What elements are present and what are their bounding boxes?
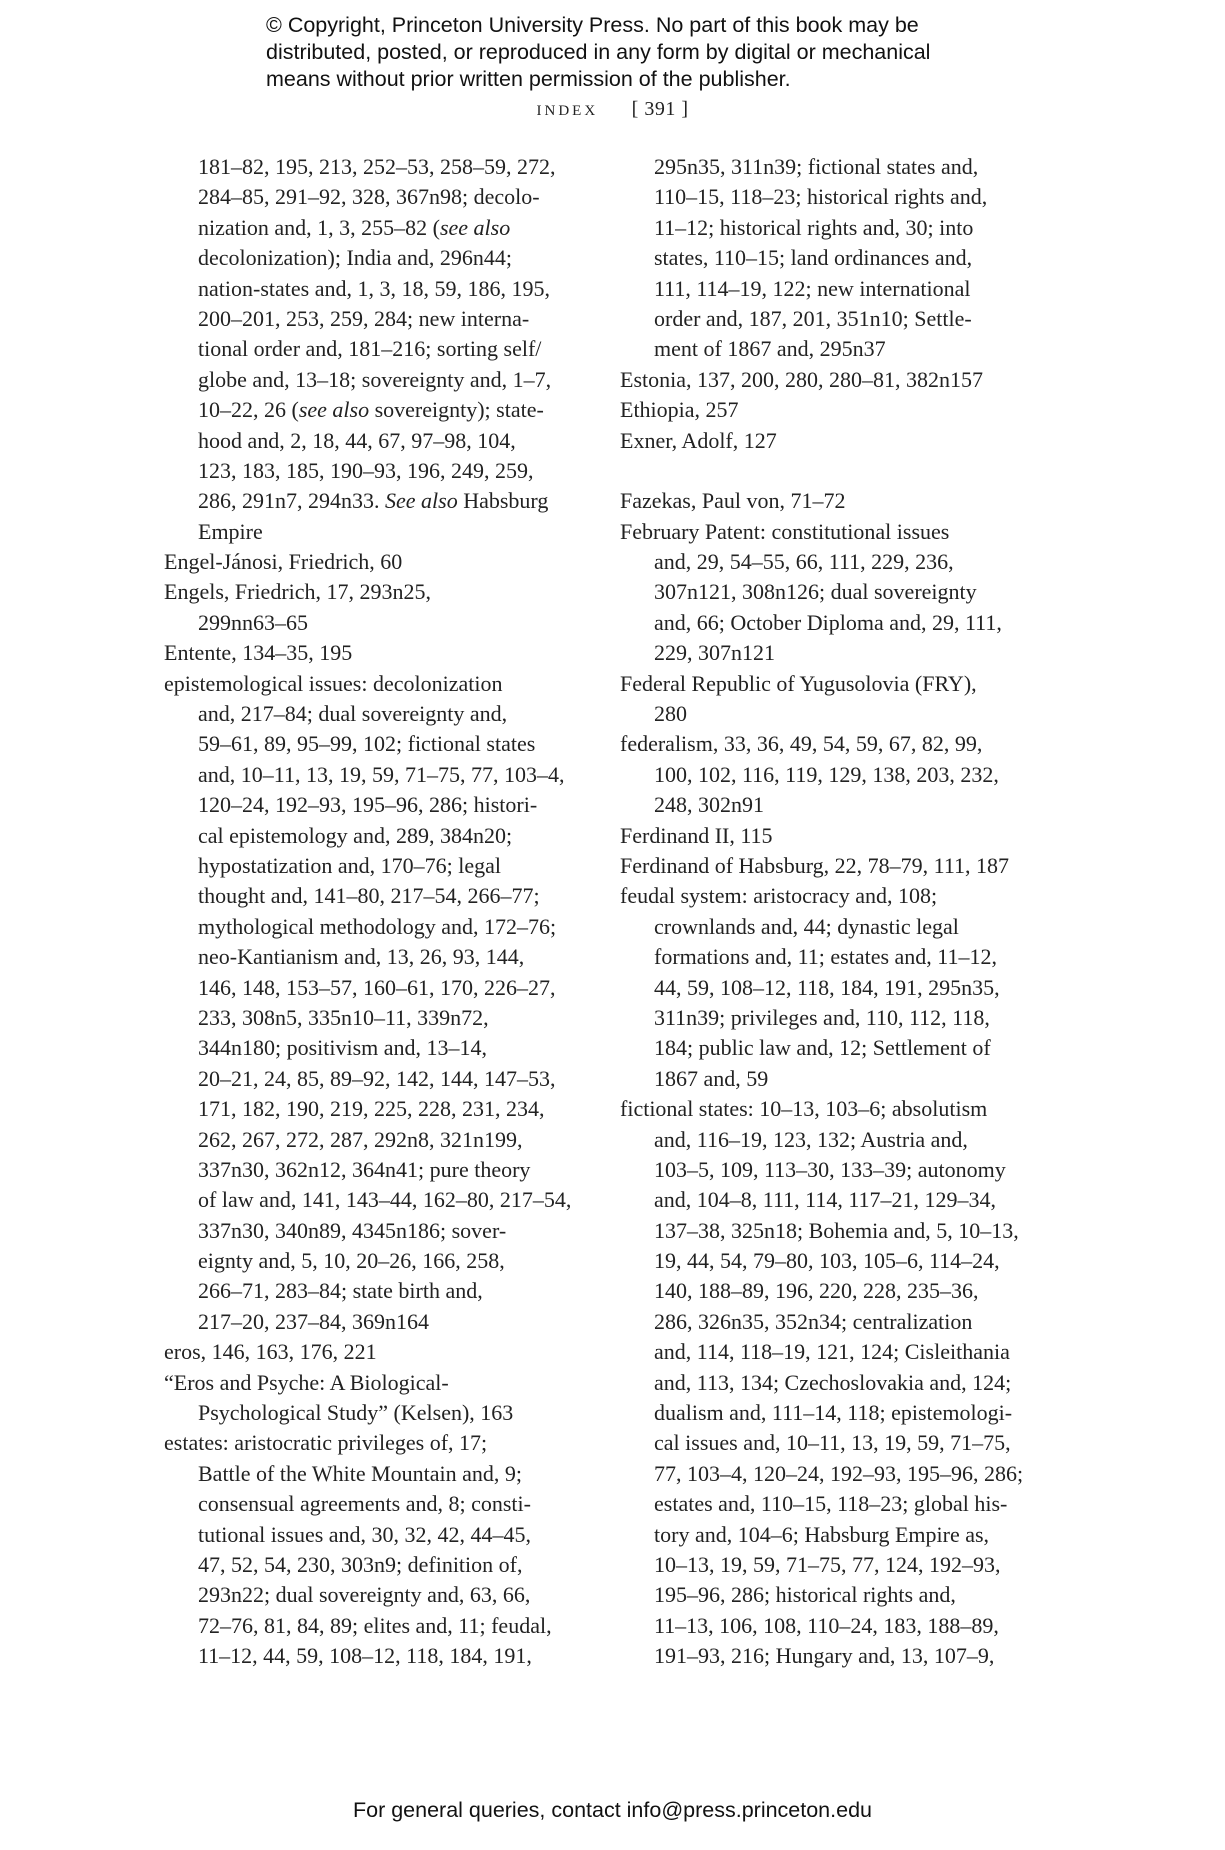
index-entry-continuation: cal epistemology and, 289, 384n20; — [198, 822, 513, 848]
index-entry-continuation: 19, 44, 54, 79–80, 103, 105–6, 114–24, — [654, 1248, 1000, 1274]
index-entry-continuation: 248, 302n91 — [654, 792, 764, 818]
index-entry: February Patent: constitutional issues — [620, 518, 950, 544]
index-entry-continuation: 111, 114–19, 122; new international — [654, 275, 971, 301]
index-entry-continuation: 286, 291n7, 294n33. See also Habsburg — [198, 488, 549, 514]
index-entry-continuation: 217–20, 237–84, 369n164 — [198, 1308, 429, 1334]
index-entry-continuation: decolonization); India and, 296n44; — [198, 245, 513, 271]
index-entry-continuation: 11–12; historical rights and, 30; into — [654, 214, 974, 240]
index-entry-continuation: 72–76, 81, 84, 89; elites and, 11; feudal, — [198, 1612, 552, 1638]
index-entry-continuation: mythological methodology and, 172–76; — [198, 913, 557, 939]
index-entry: federalism, 33, 36, 49, 54, 59, 67, 82, 99, — [620, 731, 983, 757]
index-entry-continuation: Empire — [198, 518, 263, 544]
index-entry-continuation: tory and, 104–6; Habsburg Empire as, — [654, 1521, 990, 1547]
index-entry-continuation: Battle of the White Mountain and, 9; — [198, 1460, 523, 1486]
index-entry-continuation: 59–61, 89, 95–99, 102; fictional states — [198, 731, 536, 757]
index-entry-continuation: states, 110–15; land ordinances and, — [654, 245, 973, 271]
index-entry-continuation: 137–38, 325n18; Bohemia and, 5, 10–13, — [654, 1217, 1019, 1243]
index-entry-continuation: 11–12, 44, 59, 108–12, 118, 184, 191, — [198, 1643, 532, 1669]
index-entry-continuation: 337n30, 340n89, 4345n186; sover- — [198, 1217, 507, 1243]
index-entry-continuation: and, 66; October Diploma and, 29, 111, — [654, 609, 1002, 635]
index-entry-continuation: 286, 326n35, 352n34; centralization — [654, 1308, 973, 1334]
index-entry-continuation: estates and, 110–15, 118–23; global his- — [654, 1491, 1008, 1517]
index-entry-continuation: 299nn63–65 — [198, 609, 308, 635]
index-entry-continuation: and, 113, 134; Czechoslovakia and, 124; — [654, 1369, 1012, 1395]
index-entry: feudal system: aristocracy and, 108; — [620, 883, 938, 909]
index-entry-continuation: and, 114, 118–19, 121, 124; Cisleithania — [654, 1339, 1010, 1365]
index-entry-continuation: tional order and, 181–216; sorting self/ — [198, 336, 542, 362]
index-entry-continuation: tutional issues and, 30, 32, 42, 44–45, — [198, 1521, 532, 1547]
index-entry-continuation: cal issues and, 10–11, 13, 19, 59, 71–75, — [654, 1430, 1011, 1456]
index-entry-continuation: globe and, 13–18; sovereignty and, 1–7, — [198, 366, 552, 392]
index-entry-continuation: 100, 102, 116, 119, 129, 138, 203, 232, — [654, 761, 999, 787]
index-entry-continuation: 307n121, 308n126; dual sovereignty — [654, 579, 977, 605]
index-entry-continuation: and, 29, 54–55, 66, 111, 229, 236, — [654, 549, 954, 575]
index-entry-continuation: Psychological Study” (Kelsen), 163 — [198, 1400, 514, 1426]
index-entry-continuation: formations and, 11; estates and, 11–12, — [654, 944, 997, 970]
index-entry-continuation: 77, 103–4, 120–24, 192–93, 195–96, 286; — [654, 1460, 1024, 1486]
index-entry-continuation: 11–13, 106, 108, 110–24, 183, 188–89, — [654, 1612, 999, 1638]
index-entry-continuation: crownlands and, 44; dynastic legal — [654, 913, 959, 939]
index-entry-continuation: 140, 188–89, 196, 220, 228, 235–36, — [654, 1278, 979, 1304]
copyright-notice — [266, 12, 1026, 93]
index-entry-continuation: 10–13, 19, 59, 71–75, 77, 124, 192–93, — [654, 1551, 1001, 1577]
index-entry-continuation: 47, 52, 54, 230, 303n9; definition of, — [198, 1551, 523, 1577]
index-entry-continuation: hypostatization and, 170–76; legal — [198, 852, 502, 878]
running-head — [0, 96, 1225, 121]
index-entry: fictional states: 10–13, 103–6; absolutism — [620, 1096, 988, 1122]
index-entry-continuation: 233, 308n5, 335n10–11, 339n72, — [198, 1004, 489, 1030]
index-entry: Ferdinand II, 115 — [620, 822, 773, 848]
index-entry-continuation: 266–71, 283–84; state birth and, — [198, 1278, 483, 1304]
index-entry: estates: aristocratic privileges of, 17; — [164, 1430, 488, 1456]
index-entry-continuation: order and, 187, 201, 351n10; Settle- — [654, 305, 972, 331]
index-entry: epistemological issues: decolonization — [164, 670, 503, 696]
index-entry-continuation: 44, 59, 108–12, 118, 184, 191, 295n35, — [654, 974, 1000, 1000]
index-entry-continuation: nization and, 1, 3, 255–82 (see also — [198, 214, 511, 240]
index-entry-continuation: 200–201, 253, 259, 284; new interna- — [198, 305, 530, 331]
index-entry: eros, 146, 163, 176, 221 — [164, 1339, 377, 1365]
index-entry: Exner, Adolf, 127 — [620, 427, 777, 453]
section-gap — [620, 456, 1050, 486]
index-entry-continuation: 295n35, 311n39; fictional states and, — [654, 154, 979, 179]
index-entry-continuation: and, 116–19, 123, 132; Austria and, — [654, 1126, 968, 1152]
index-entry-continuation: 103–5, 109, 113–30, 133–39; autonomy — [654, 1156, 1006, 1182]
index-entry-continuation: 280 — [654, 701, 687, 727]
index-entry-continuation: 229, 307n121 — [654, 640, 775, 666]
index-entry: “Eros and Psyche: A Biological- — [164, 1369, 449, 1395]
index-entry-continuation: nation-states and, 1, 3, 18, 59, 186, 195, — [198, 275, 550, 301]
index-entry-continuation: 284–85, 291–92, 328, 367n98; decolo- — [198, 184, 540, 210]
index-entry-continuation: 20–21, 24, 85, 89–92, 142, 144, 147–53, — [198, 1065, 556, 1091]
index-entry-continuation: thought and, 141–80, 217–54, 266–77; — [198, 883, 540, 909]
index-entry-continuation: 110–15, 118–23; historical rights and, — [654, 184, 988, 210]
index-entry: Ferdinand of Habsburg, 22, 78–79, 111, 187 — [620, 852, 1010, 878]
index-entry-continuation: 181–82, 195, 213, 252–53, 258–59, 272, — [198, 154, 556, 179]
index-entry-continuation: 1867 and, 59 — [654, 1065, 769, 1091]
index-entry-continuation: and, 104–8, 111, 114, 117–21, 129–34, — [654, 1187, 996, 1213]
index-entry-continuation: neo-Kantianism and, 13, 26, 93, 144, — [198, 944, 525, 970]
page-number: [ 391 ] — [631, 98, 689, 120]
index-entry-continuation: 262, 267, 272, 287, 292n8, 321n199, — [198, 1126, 523, 1152]
index-entry-continuation: ment of 1867 and, 295n37 — [654, 336, 886, 362]
index-entry: Federal Republic of Yugusolovia (FRY), — [620, 670, 977, 696]
index-entry: Entente, 134–35, 195 — [164, 640, 353, 666]
index-entry-continuation: 171, 182, 190, 219, 225, 228, 231, 234, — [198, 1096, 545, 1122]
index-entry-continuation: 146, 148, 153–57, 160–61, 170, 226–27, — [198, 974, 556, 1000]
index-entry-continuation: 293n22; dual sovereignty and, 63, 66, — [198, 1582, 531, 1608]
index-entry: Engels, Friedrich, 17, 293n25, — [164, 579, 432, 605]
index-entry: Ethiopia, 257 — [620, 397, 739, 423]
index-entry: Estonia, 137, 200, 280, 280–81, 382n157 — [620, 366, 983, 392]
index-entry-continuation: 311n39; privileges and, 110, 112, 118, — [654, 1004, 990, 1030]
index-column-right — [620, 152, 1050, 1672]
index-entry-continuation: 195–96, 286; historical rights and, — [654, 1582, 956, 1608]
index-entry-continuation: and, 217–84; dual sovereignty and, — [198, 701, 508, 727]
index-entry-continuation: 344n180; positivism and, 13–14, — [198, 1035, 488, 1061]
index-entry-continuation: 123, 183, 185, 190–93, 196, 249, 259, — [198, 457, 534, 483]
index-entry-continuation: and, 10–11, 13, 19, 59, 71–75, 77, 103–4, — [198, 761, 565, 787]
index-entry-continuation: 184; public law and, 12; Settlement of — [654, 1035, 991, 1061]
copyright-line: distributed, posted, or reproduced in any form by digital or mechanical — [266, 40, 931, 64]
index-entry-continuation: 10–22, 26 (see also sovereignty); state- — [198, 397, 544, 423]
copyright-line: © Copyright, Princeton University Press. No part of this book may be — [266, 13, 919, 37]
index-entry-continuation: 337n30, 362n12, 364n41; pure theory — [198, 1156, 531, 1182]
index-entry-continuation: of law and, 141, 143–44, 162–80, 217–54, — [198, 1187, 572, 1213]
footer-contact: For general queries, contact info@press.princeton.edu — [352, 1798, 872, 1822]
index-entry-continuation: consensual agreements and, 8; consti- — [198, 1491, 531, 1517]
index-entry-continuation: eignty and, 5, 10, 20–26, 166, 258, — [198, 1248, 505, 1274]
index-entry: Engel-Jánosi, Friedrich, 60 — [164, 549, 403, 575]
index-entry-continuation: 191–93, 216; Hungary and, 13, 107–9, — [654, 1643, 995, 1669]
copyright-line: means without prior written permission of the publisher. — [266, 67, 791, 91]
running-head-label: index — [536, 96, 599, 120]
index-entry: Fazekas, Paul von, 71–72 — [620, 488, 846, 514]
index-entry-continuation: 120–24, 192–93, 195–96, 286; histori- — [198, 792, 538, 818]
index-column-left — [164, 152, 584, 1672]
index-entry-continuation: dualism and, 111–14, 118; epistemologi- — [654, 1400, 1013, 1426]
index-entry-continuation: hood and, 2, 18, 44, 67, 97–98, 104, — [198, 427, 516, 453]
